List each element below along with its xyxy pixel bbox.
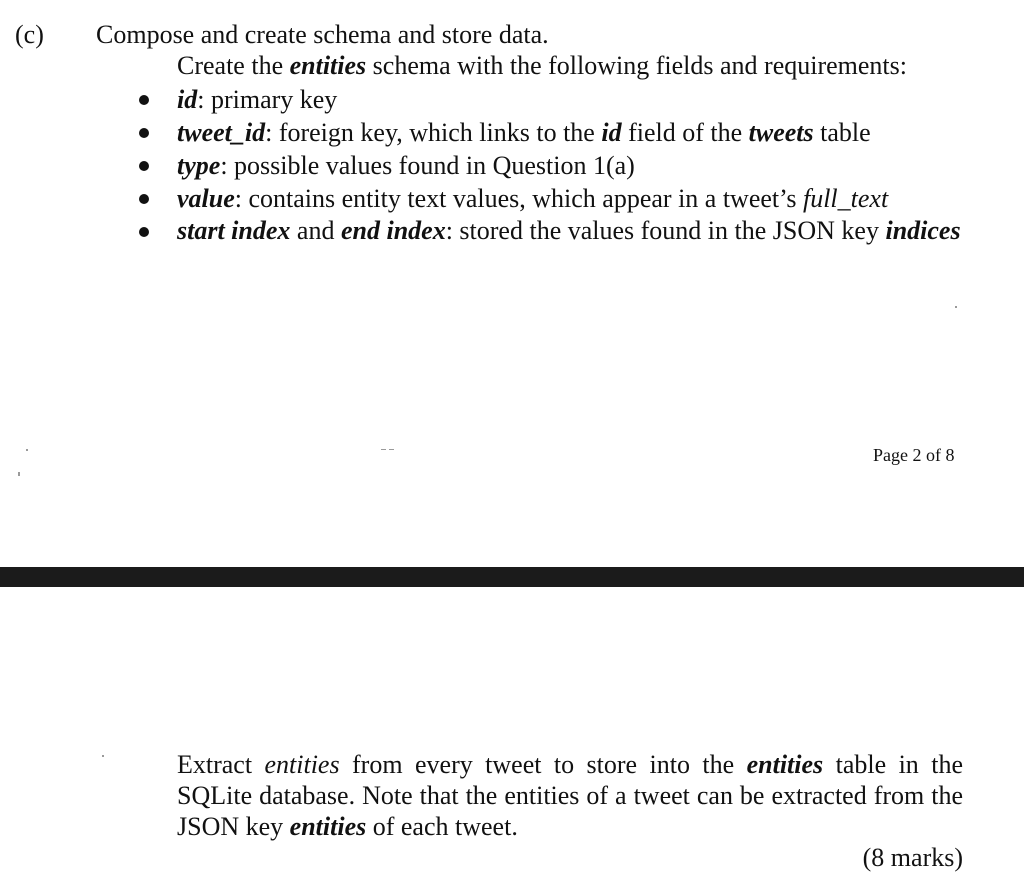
marks-label: (8 marks) xyxy=(862,843,963,872)
requirement-value: value: contains entity text values, which appear in a tweet’s full_text xyxy=(0,182,1024,215)
requirement-id xyxy=(0,83,1024,116)
scan-speck xyxy=(381,449,386,450)
question-label: (c) xyxy=(15,20,44,49)
requirement-type xyxy=(0,149,1024,182)
bullet-icon xyxy=(139,194,149,204)
field-name: tweet_id xyxy=(177,118,266,147)
intro-entity: entities xyxy=(289,51,367,80)
task-paragraph: Extract entities from every tweet to store into the entities table in the SQLite database. Note that the entities of a tweet can be extracted from the JSON key entities of each tweet. xyxy=(177,750,963,841)
scan-speck xyxy=(26,449,28,451)
intro-prefix: Create the xyxy=(177,51,290,80)
field-name: start index xyxy=(177,216,291,245)
requirement-indices: start index and end index: stored the values found in the JSON key indices xyxy=(0,215,1024,248)
field-name: id xyxy=(177,85,198,114)
intro-suffix: schema with the following fields and requirements: xyxy=(366,51,907,80)
field-name: value xyxy=(177,184,235,213)
field-desc: : contains entity text values, which appear in a tweet’s xyxy=(234,184,803,213)
page-number: Page 2 of 8 xyxy=(873,445,955,465)
field-desc: : primary key xyxy=(197,85,338,114)
bullet-icon xyxy=(139,128,149,138)
page-divider xyxy=(0,567,1024,587)
bullet-icon xyxy=(139,161,149,171)
question-heading: Compose and create schema and store data. xyxy=(96,20,549,49)
scan-speck xyxy=(955,306,957,308)
scan-speck xyxy=(18,472,20,476)
schema-intro xyxy=(177,50,907,82)
scan-speck xyxy=(102,755,104,757)
bullet-icon xyxy=(139,95,149,105)
requirement-tweet-id: tweet_id: foreign key, which links to the id field of the tweets table xyxy=(0,116,1024,149)
scan-speck xyxy=(389,449,394,450)
bullet-icon xyxy=(139,227,149,237)
field-name: type xyxy=(177,151,221,180)
field-desc: : possible values found in Question 1(a) xyxy=(220,151,635,180)
